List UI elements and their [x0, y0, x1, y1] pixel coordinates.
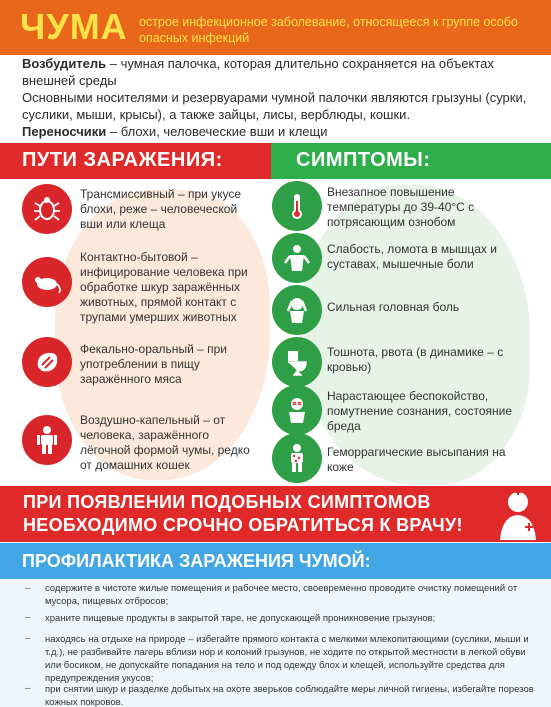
pathogen-text: – чумная палочка, которая длительно сохраняется на объектах внешней среды — [22, 56, 494, 88]
prevention-item-2: храните пищевые продукты в закрытой таре, не допускающей проникновение грызунов; — [45, 613, 436, 624]
symptom-item-4: Тошнота, рвота (в динамике – с кровью) — [327, 345, 504, 374]
page-title: ЧУМА — [20, 6, 128, 47]
transmission-title: ПУТИ ЗАРАЖЕНИЯ: — [22, 149, 223, 171]
toilet-icon — [272, 337, 322, 387]
page-subtitle: острое инфекционное заболевание, относящееся к группе особо опасных инфекций — [139, 15, 518, 45]
pathogen-label: Возбудитель — [22, 56, 107, 71]
prevention-header-bar — [0, 543, 551, 579]
warning-line-2: НЕОБХОДИМО СРОЧНО ОБРАТИТЬСЯ К ВРАЧУ! — [23, 515, 463, 535]
warning-line-1: ПРИ ПОЯВЛЕНИИ ПОДОБНЫХ СИМПТОМОВ — [23, 492, 431, 512]
headache-icon — [272, 285, 322, 335]
vectors-label: Переносчики — [22, 124, 107, 139]
person-icon — [22, 415, 72, 465]
pathogen-paragraph — [22, 55, 542, 89]
intro-block — [22, 55, 542, 140]
background-shape-right — [300, 185, 530, 485]
vectors-text: – блохи, человеческие вши и клещи — [106, 124, 328, 139]
transmission-item-4: Воздушно-капельный – от человека, заражённого лёгочной формой чумы, редко от домашних кошек — [80, 413, 250, 472]
prevention-title: ПРОФИЛАКТИКА ЗАРАЖЕНИЯ ЧУМОЙ: — [22, 551, 371, 571]
vectors-paragraph — [22, 123, 542, 140]
transmission-item-1: Трансмиссивный – при укусе блохи, реже – человеческой вши или клеща — [80, 187, 242, 231]
symptom-item-6: Геморрагические высыпания на коже — [327, 445, 506, 474]
list-dash: – — [25, 583, 31, 594]
weakness-icon — [272, 233, 322, 283]
symptom-item-1: Внезапное повышение температуры до 39-40°С с потрясающим ознобом — [327, 185, 475, 229]
header — [0, 0, 551, 55]
prevention-item-3: находясь на отдыхе на природе – избегайте прямого контакта с мелкими млекопитающими (суслики, мыши и т.д.), не разбивайте лагерь вблизи нор и колоний грызунов, не ходите по открытой местности в легкой обуви или босиком, не допускайте попадания на тело и под одежду блох и клещей, используйте средства для предупреждения укусов; — [45, 634, 529, 684]
thermometer-icon — [272, 181, 322, 231]
transmission-item-2: Контактно-бытовой – инфицирование человека при обработке шкур заражённых животных, прямой контакт с трупами умерших животных — [80, 250, 248, 324]
meat-icon — [22, 337, 72, 387]
symptom-item-3: Сильная головная боль — [327, 300, 460, 314]
list-dash: – — [25, 633, 31, 644]
anxiety-icon — [272, 385, 322, 435]
symptom-item-2: Слабость, ломота в мышцах и суставах, мышечные боли — [327, 242, 497, 271]
symptoms-title: СИМПТОМЫ: — [296, 149, 431, 171]
warning-banner — [0, 486, 551, 542]
prevention-item-1: содержите в чистоте жилые помещения и рабочее место, своевременно проводите очистку помещений от мусора, пищевых отбросов; — [45, 583, 518, 607]
prevention-item-4: при снятии шкур и разделке добытых на охоте зверьков соблюдайте меры личной гигиены, избегайте порезов кожных покровов. — [45, 684, 534, 707]
rash-icon — [272, 433, 322, 483]
symptom-item-5: Нарастающее беспокойство, помутнение сознания, состояние бреда — [327, 389, 513, 433]
list-dash: – — [25, 683, 31, 694]
prevention-list — [0, 579, 551, 707]
carriers-paragraph: Основными носителями и резервуарами чумной палочки являются грызуны (сурки, суслики, мыши, крысы), а также зайцы, лисы, верблюды, кошки. — [22, 90, 527, 122]
rodent-icon — [22, 257, 72, 307]
transmission-item-3: Фекально-оральный – при употреблении в пищу заражённого мяса — [80, 342, 227, 386]
flea-icon — [22, 184, 72, 234]
doctor-icon — [492, 488, 544, 542]
list-dash: – — [25, 612, 31, 623]
